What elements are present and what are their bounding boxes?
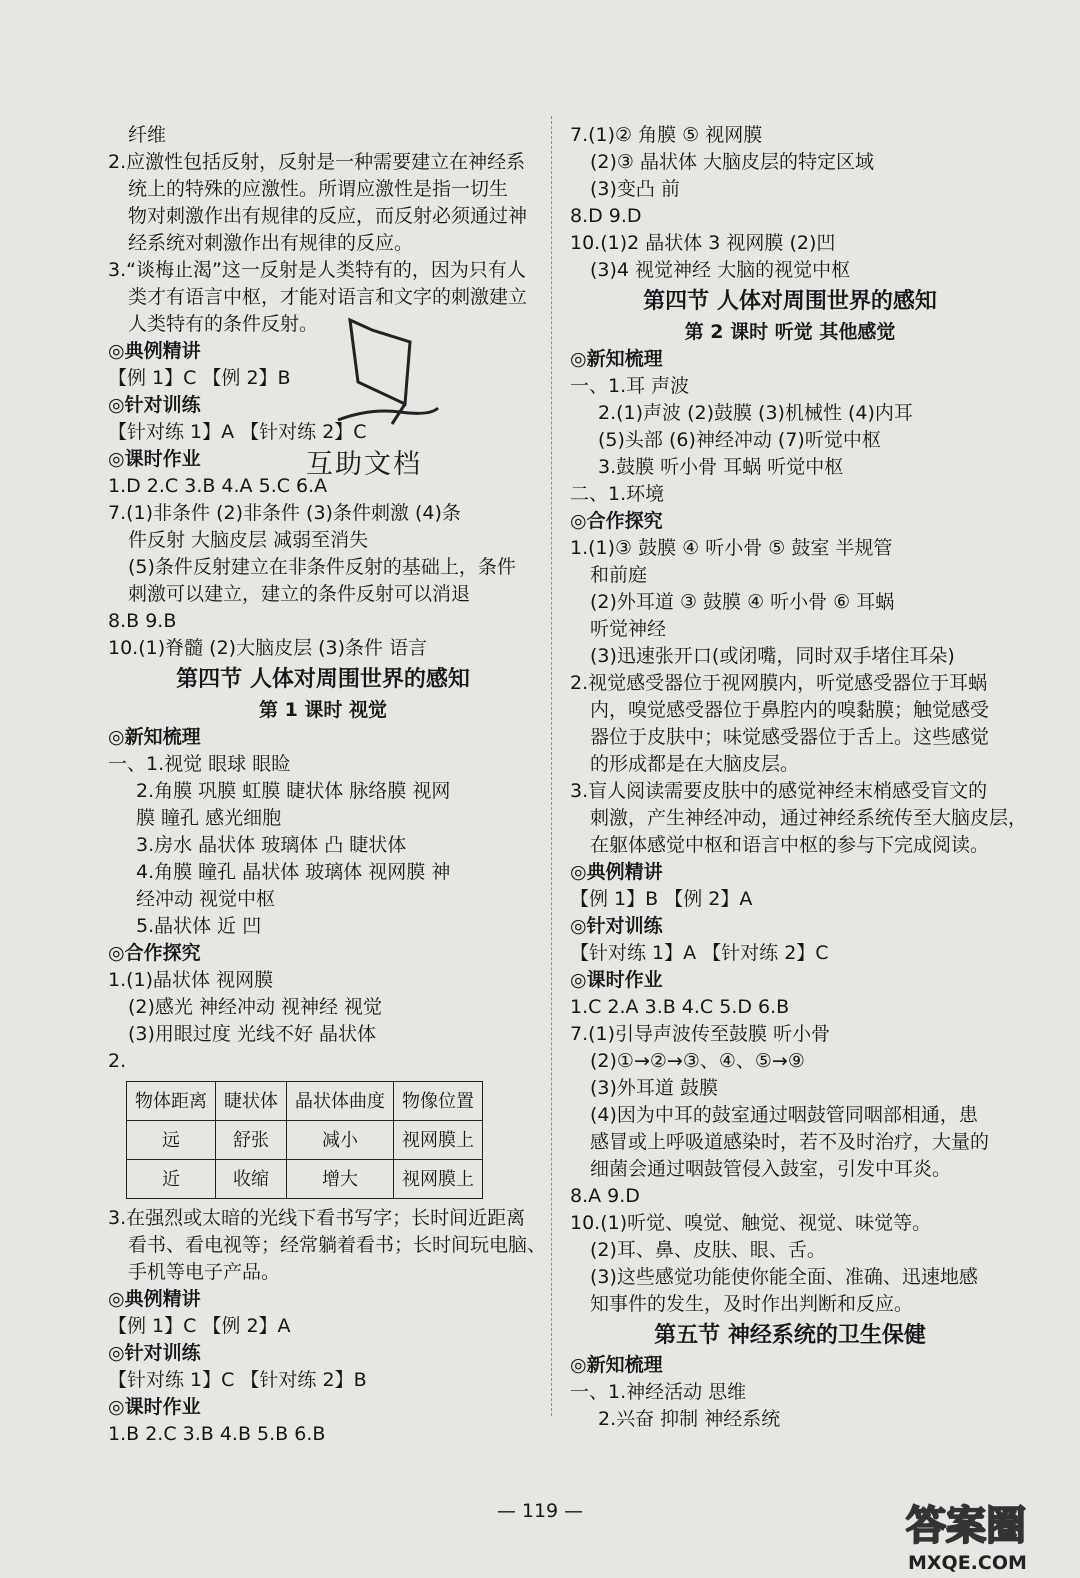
text-line: (3)迅速张开口(或闭嘴，同时双手堵住耳朵) [590,645,955,667]
text-line: ◎新知梳理 [108,726,201,748]
text-line: 经冲动 视觉中枢 [136,888,276,910]
page-number: — 119 — [496,1500,584,1522]
text-line: 2.视觉感受器位于视网膜内，听觉感受器位于耳蜗 [570,672,988,694]
text-line: 8.B 9.B [108,610,177,632]
lens-table [126,1081,483,1199]
text-line: ◎针对训练 [570,915,663,937]
text-line: 刺激可以建立，建立的条件反射可以消退 [128,583,471,605]
text-line: 10.(1)听觉、嗅觉、触觉、视觉、味觉等。 [570,1212,932,1234]
text-line: 的形成都是在大脑皮层。 [590,753,800,775]
text-line: 3.房水 晶状体 玻璃体 凸 睫状体 [136,834,407,856]
text-line: ◎课时作业 [570,969,663,991]
column-divider [551,116,552,1416]
text-line: 物对刺激作出有规律的反应，而反射必须通过神 [128,205,528,227]
text-line: (2)外耳道 ③ 鼓膜 ④ 听小骨 ⑥ 耳蜗 [590,591,895,613]
text-line: 感冒或上呼吸道感染时，若不及时治疗，大量的 [590,1131,990,1153]
text-line: 【例 1】B 【例 2】A [570,888,753,910]
table-row [127,1121,483,1160]
watermark-text: 互助文档 [306,449,422,480]
text-line: ◎典例精讲 [570,861,663,883]
text-line: 1.(1)③ 鼓膜 ④ 听小骨 ⑤ 鼓室 半规管 [570,537,893,559]
text-line: (3)4 视觉神经 大脑的视觉中枢 [590,259,851,281]
text-line: 2. [108,1050,127,1072]
text-line: 人类特有的条件反射。 [128,313,319,335]
text-line: 2.(1)声波 (2)鼓膜 (3)机械性 (4)内耳 [598,402,913,424]
site-logo-icon [900,1495,1075,1575]
text-line: 【例 1】C 【例 2】A [108,1315,291,1337]
text-line: 2.兴奋 抑制 神经系统 [598,1408,781,1430]
text-line: 件反射 大脑皮层 减弱至消失 [128,529,369,551]
text-line: ◎课时作业 [108,448,201,470]
table-cell: 视网膜上 [394,1160,483,1199]
text-line: (3)外耳道 鼓膜 [590,1077,718,1099]
text-line: 经系统对刺激作出有规律的反应。 [128,232,414,254]
text-line: 一、1.视觉 眼球 眼睑 [108,753,291,775]
text-line: 膜 瞳孔 感光细胞 [136,807,282,829]
text-line: ◎典例精讲 [108,340,201,362]
text-line: 5.晶状体 近 凹 [136,915,262,937]
text-line: ◎合作探究 [570,510,663,532]
text-line: 第 2 课时 听觉 其他感觉 [684,321,896,343]
logo-url: MXQE.COM [908,1552,1027,1574]
text-line: 10.(1)2 晶状体 3 视网膜 (2)凹 [570,232,836,254]
text-line: 2.应激性包括反射，反射是一种需要建立在神经系 [108,151,526,173]
text-line: 7.(1)引导声波传至鼓膜 听小骨 [570,1023,831,1045]
left-text-block-2 [108,1205,547,1448]
text-line: 【例 1】C 【例 2】B [108,367,291,389]
table-cell: 近 [127,1160,216,1199]
text-line: (4)因为中耳的鼓室通过咽鼓管同咽部相通，患 [590,1104,978,1126]
text-line: 知事件的发生，及时作出判断和反应。 [590,1293,914,1315]
text-line: 内，嗅觉感受器位于鼻腔内的嗅黏膜；触觉感受 [590,699,990,721]
table-cell: 视网膜上 [394,1121,483,1160]
table-cell: 收缩 [216,1160,287,1199]
text-line: 一、1.耳 声波 [570,375,690,397]
text-line: 1.D 2.C 3.B 4.A 5.C 6.A [108,475,328,497]
table-header-cell: 晶状体曲度 [287,1082,394,1121]
text-line: 和前庭 [590,564,648,586]
text-line: 10.(1)脊髓 (2)大脑皮层 (3)条件 语言 [108,637,428,659]
text-line: 看书、看电视等；经常躺着看书；长时间玩电脑、 [128,1234,547,1256]
text-line: 8.D 9.D [570,205,642,227]
left-text-block [108,122,538,1075]
text-line: 二、1.环境 [570,483,665,505]
text-line: (2)③ 晶状体 大脑皮层的特定区域 [590,151,875,173]
text-line: 1.C 2.A 3.B 4.C 5.D 6.B [570,996,790,1018]
table-body [127,1121,483,1199]
text-line: 3.鼓膜 听小骨 耳蜗 听觉中枢 [598,456,844,478]
text-line: ◎针对训练 [108,394,201,416]
text-line: 刺激，产生神经冲动，通过神经系统传至大脑皮层， [590,807,1028,829]
text-line: 4.角膜 瞳孔 晶状体 玻璃体 视网膜 神 [136,861,451,883]
text-line: ◎新知梳理 [570,1354,663,1376]
text-line: ◎合作探究 [108,942,201,964]
logo-text: 答案圈 [906,1503,1026,1549]
table-cell: 减小 [287,1121,394,1160]
text-line: (2)①→②→③、④、⑤→⑨ [590,1050,805,1072]
text-line: 8.A 9.D [570,1185,640,1207]
text-line: 类才有语言中枢，才能对语言和文字的刺激建立 [128,286,528,308]
text-line: 【针对练 1】A 【针对练 2】C [570,942,829,964]
text-line: 2.角膜 巩膜 虹膜 睫状体 脉络膜 视网 [136,780,451,802]
text-line: 1.(1)晶状体 视网膜 [108,969,274,991]
text-line: (5)条件反射建立在非条件反射的基础上，条件 [128,556,516,578]
text-line: 【针对练 1】A 【针对练 2】C [108,421,367,443]
text-line: 听觉神经 [590,618,667,640]
text-line: 手机等电子产品。 [128,1261,281,1283]
text-line: 【针对练 1】C 【针对练 2】B [108,1369,367,1391]
text-line: 1.B 2.C 3.B 4.B 5.B 6.B [108,1423,326,1445]
table-header-cell: 睫状体 [216,1082,287,1121]
text-line: 3.“谈梅止渴”这一反射是人类特有的，因为只有人 [108,259,526,281]
table-cell: 舒张 [216,1121,287,1160]
text-line: 第 1 课时 视觉 [258,699,388,721]
handwritten-stamp-icon [330,312,440,427]
right-column [570,122,1028,1433]
text-line: ◎新知梳理 [570,348,663,370]
text-line: 3.在强烈或太暗的光线下看书写字；长时间近距离 [108,1207,526,1229]
text-line: 第五节 神经系统的卫生保健 [654,1323,926,1348]
text-line: 一、1.神经活动 思维 [570,1381,747,1403]
text-line: (3)用眼过度 光线不好 晶状体 [128,1023,376,1045]
text-line: (5)头部 (6)神经冲动 (7)听觉中枢 [598,429,881,451]
text-line: 在躯体感觉中枢和语言中枢的参与下完成阅读。 [590,834,990,856]
text-line: 7.(1)非条件 (2)非条件 (3)条件刺激 (4)条 [108,502,461,524]
text-line: ◎课时作业 [108,1396,201,1418]
text-line: 3.盲人阅读需要皮肤中的感觉神经末梢感受盲文的 [570,780,988,802]
text-line: 纤维 [128,124,167,146]
text-line: 7.(1)② 角膜 ⑤ 视网膜 [570,124,763,146]
text-line: (3)这些感觉功能使你能全面、准确、迅速地感 [590,1266,978,1288]
text-line: (2)耳、鼻、皮肤、眼、舌。 [590,1239,826,1261]
text-line: 器位于皮肤中；味觉感受器位于舌上。这些感觉 [590,726,990,748]
table-header-cell: 物体距离 [127,1082,216,1121]
text-line: ◎典例精讲 [108,1288,201,1310]
table-header-cell: 物像位置 [394,1082,483,1121]
text-line: 第四节 人体对周围世界的感知 [643,289,937,314]
text-line: ◎针对训练 [108,1342,201,1364]
text-line: 细菌会通过咽鼓管侵入鼓室，引发中耳炎。 [590,1158,952,1180]
text-line: (3)变凸 前 [590,178,680,200]
text-line: (2)感光 神经冲动 视神经 视觉 [128,996,383,1018]
table-header-row [127,1082,483,1121]
table-cell: 远 [127,1121,216,1160]
left-column [108,122,547,1448]
text-line: 统上的特殊的应激性。所谓应激性是指一切生 [128,178,509,200]
table-row [127,1160,483,1199]
text-line: 第四节 人体对周围世界的感知 [176,667,470,692]
table-cell: 增大 [287,1160,394,1199]
